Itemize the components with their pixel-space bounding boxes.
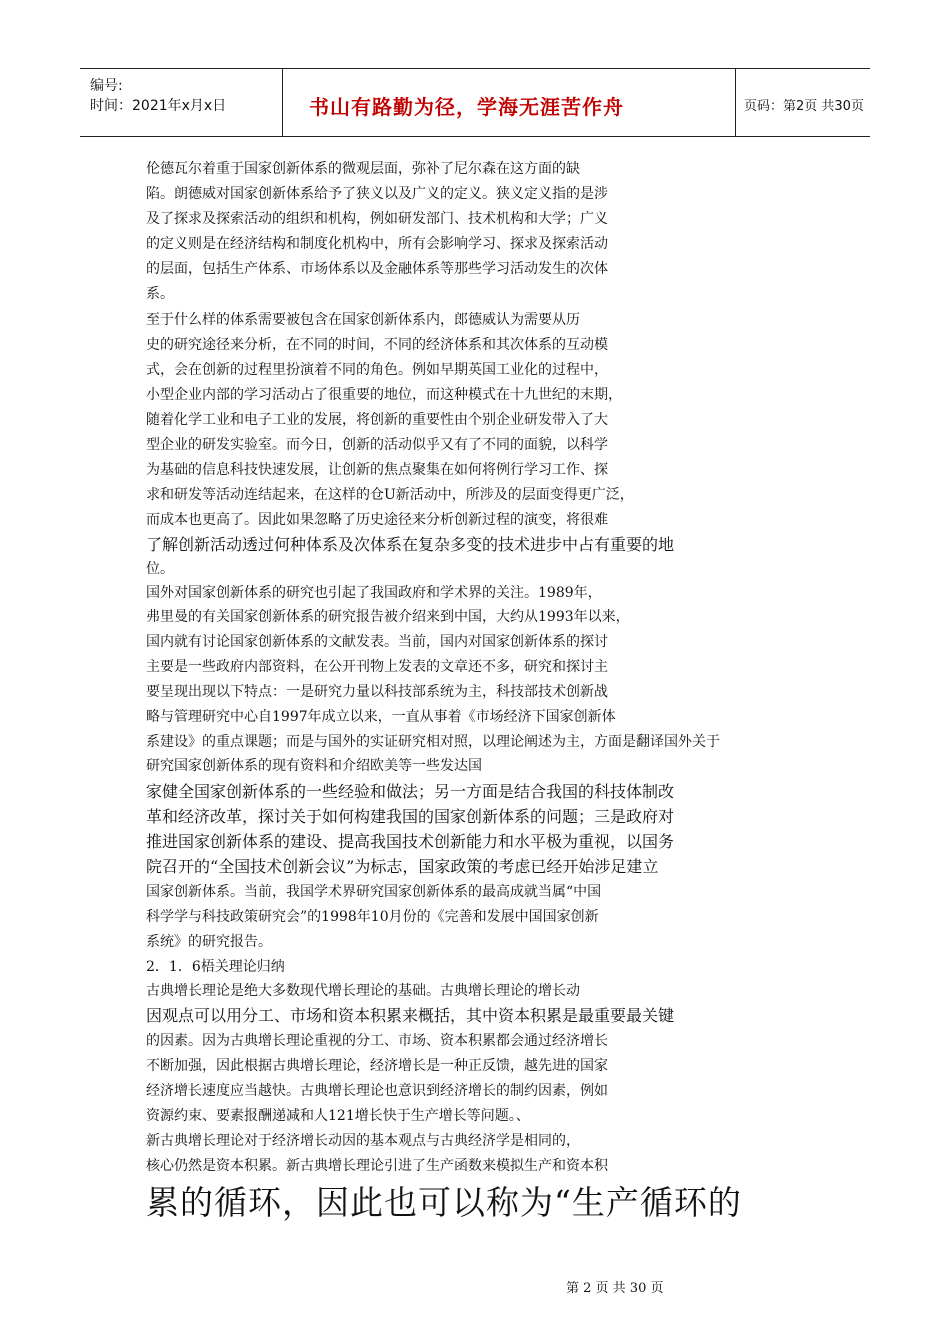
doc-time-label: 时间：2021年x月x日: [90, 98, 227, 114]
body-line: 家健全国家创新体系的一些经验和做法；另一方面是结合我国的科技体制改: [146, 782, 675, 801]
header-meta-cell: [80, 69, 283, 136]
body-line: 要呈现出现以下特点：一是研究力量以科技部系统为主，科技部技术创新战: [146, 684, 608, 700]
body-line: 而成本也更高了。因此如果忽略了历史途径来分析创新过程的演变，将很难: [146, 512, 608, 528]
body-line: 系。: [146, 286, 174, 302]
body-line: 的层面，包括生产体系、市场体系以及金融体系等那些学习活动发生的次体: [146, 261, 608, 277]
header-motto-cell: [283, 69, 736, 136]
body-line: 核心仍然是资本积累。新古典增长理论引进了生产函数来模拟生产和资本积: [146, 1158, 608, 1174]
body-line: 因观点可以用分工、市场和资本积累来概括，其中资本积累是最重要最关键: [146, 1006, 675, 1025]
body-line-large: 累的循环，因此也可以称为“生产循环的: [146, 1183, 742, 1222]
body-line: 为基础的信息科技快速发展，让创新的焦点聚集在如何将例行学习工作、探: [146, 462, 608, 478]
body-line: 史的研究途径来分析，在不同的时间，不同的经济体系和其次体系的互动模: [146, 337, 608, 353]
body-line: 位。: [146, 561, 174, 577]
header-page-cell: [736, 69, 870, 136]
body-line: 新古典增长理论对于经济增长动因的基本观点与古典经济学是相同的，: [146, 1133, 580, 1149]
header-page-info: 页码：第2页 共30页: [744, 99, 864, 114]
body-line: 至于什么样的体系需要被包含在国家创新体系内，郎德威认为需要从历: [146, 312, 580, 328]
body-line: 革和经济改革，探讨关于如何构建我国的国家创新体系的问题；三是政府对: [146, 807, 675, 826]
body-line: 古典增长理论是绝大多数现代增长理论的基础。古典增长理论的增长动: [146, 983, 580, 999]
body-line: 国家创新体系。当前，我国学术界研究国家创新体系的最高成就当属“中国: [146, 884, 602, 900]
body-line: 弗里曼的有关国家创新体系的研究报告被介绍来到中国，大约从1993年以来，: [146, 609, 630, 625]
body-line: 系统》的研究报告。: [146, 934, 272, 950]
body-line: 及了探求及探索活动的组织和机构，例如研发部门、技术机构和大学；广义: [146, 211, 608, 227]
body-line: 不断加强，因此根据古典增长理论，经济增长是一种正反馈，越先进的国家: [146, 1058, 608, 1074]
body-line: 略与管理研究中心自1997年成立以来，一直从事着《市场经济下国家创新体: [146, 709, 616, 725]
body-line: 伦德瓦尔着重于国家创新体系的微观层面，弥补了尼尔森在这方面的缺: [146, 161, 580, 177]
body-line: 式，会在创新的过程里扮演着不同的角色。例如早期英国工业化的过程中，: [146, 362, 608, 378]
body-line: 主要是一些政府内部资料，在公开刊物上发表的文章还不多，研究和探讨主: [146, 659, 608, 675]
body-line: 科学学与科技政策研究会”的1998年10月份的《完善和发展中国国家创新: [146, 909, 599, 925]
page-footer: 第 2 页 共 30 页: [566, 1281, 664, 1296]
body-line: 资源约束、要素报酬递减和人121增长快于生产增长等问题。、: [146, 1108, 530, 1124]
body-line: 陷。朗德威对国家创新体系给予了狭义以及广义的定义。狭义定义指的是涉: [146, 186, 608, 202]
body-line: 经济增长速度应当越快。古典增长理论也意识到经济增长的制约因素，例如: [146, 1083, 608, 1099]
page-header: [80, 68, 870, 137]
body-line: 了解创新活动透过何种体系及次体系在复杂多变的技术进步中占有重要的地: [146, 535, 675, 554]
body-line: 求和研发等活动连结起来，在这样的仓U新活动中，所涉及的层面变得更广泛，: [146, 487, 634, 503]
header-motto: 书山有路勤为径，学海无涯苦作舟: [309, 95, 624, 119]
body-line: 推进国家创新体系的建设、提高我国技术创新能力和水平极为重视，以国务: [146, 832, 675, 851]
body-line: 小型企业内部的学习活动占了很重要的地位，而这种模式在十九世纪的末期，: [146, 387, 622, 403]
body-line: 的定义则是在经济结构和制度化机构中，所有会影响学习、探求及探索活动: [146, 236, 608, 252]
body-line: 型企业的研发实验室。而今日，创新的活动似乎又有了不同的面貌，以科学: [146, 437, 608, 453]
body-line: 系建设》的重点课题；而是与国外的实证研究相对照，以理论阐述为主，方面是翻译国外关于: [146, 734, 720, 750]
body-line: 院召开的“全国技术创新会议”为标志，国家政策的考虑已经开始涉足建立: [146, 857, 659, 876]
section-heading: 2．1．6梧关理论归纳: [146, 959, 285, 975]
body-line: 国外对国家创新体系的研究也引起了我国政府和学术界的关注。1989年，: [146, 585, 602, 601]
body-line: 随着化学工业和电子工业的发展，将创新的重要性由个别企业研发带入了大: [146, 412, 608, 428]
body-line: 国内就有讨论国家创新体系的文献发表。当前，国内对国家创新体系的探讨: [146, 634, 608, 650]
body-line: 研究国家创新体系的现有资料和介绍欧美等一些发达国: [146, 758, 482, 774]
doc-number-label: 编号:: [90, 78, 123, 94]
body-line: 的因素。因为古典增长理论重视的分工、市场、资本积累都会通过经济增长: [146, 1033, 608, 1049]
